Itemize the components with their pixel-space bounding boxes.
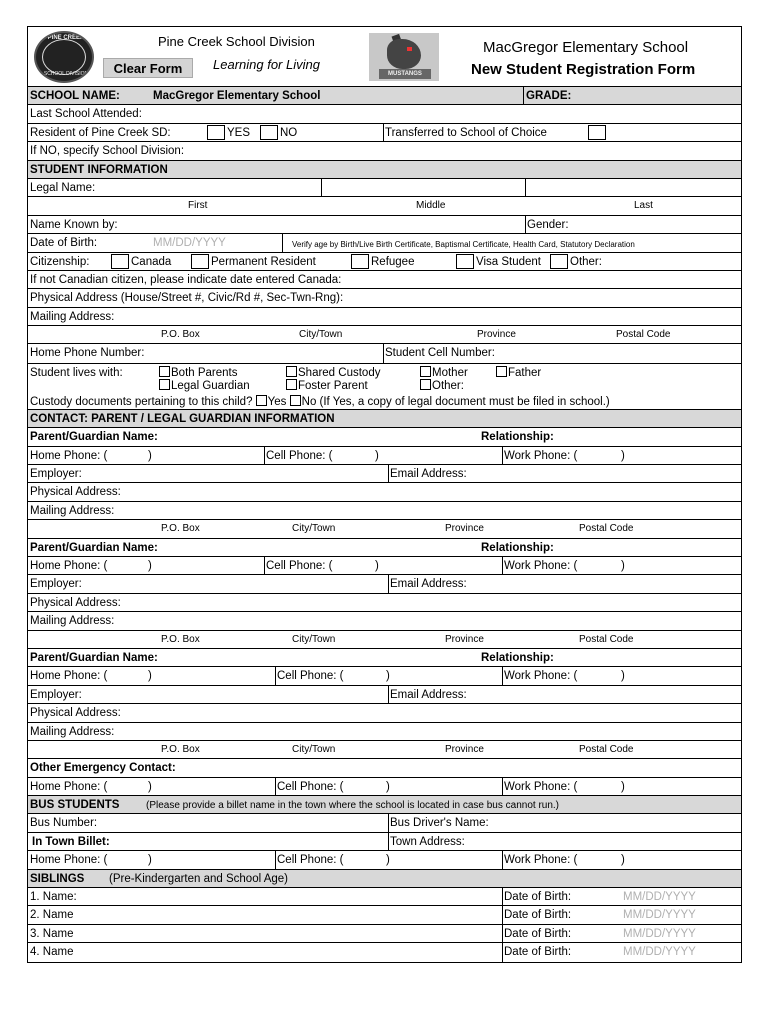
billet-work-phone: Work Phone: ( (504, 854, 578, 867)
sibling-name-label: 1. Name: (30, 891, 77, 904)
custody-question (30, 395, 610, 409)
verify-age-note: Verify age by Birth/Live Birth Certificate, Baptismal Certificate, Health Card, Statutory Declaration (292, 240, 635, 250)
canada-label: Canada (131, 255, 172, 268)
logo-subtext: SCHOOL DIVISION (43, 71, 89, 77)
student-section-header (28, 161, 741, 179)
town-address-label: Town Address: (390, 835, 465, 848)
sibling-dob-input[interactable]: MM/DD/YYYY (623, 927, 696, 940)
grade-label: GRADE: (526, 90, 572, 102)
physical-address-row[interactable] (28, 289, 741, 307)
known-by-row (28, 216, 741, 234)
legal-guardian-label: Legal Guardian (171, 379, 250, 392)
other-citizen-label: Other: (570, 255, 602, 268)
guardian2-physical-label: Physical Address: (30, 596, 121, 609)
father-checkbox[interactable] (496, 366, 507, 377)
guardian1-mailing-row[interactable] (28, 502, 741, 520)
custody-yes-label: Yes (267, 395, 287, 408)
sibling-dob-label: Date of Birth: (504, 891, 572, 904)
city-caption: City/Town (299, 329, 343, 341)
middle-name-caption: Middle (416, 200, 446, 212)
guardian3-email-label: Email Address: (390, 688, 467, 701)
transferred-label: Transferred to School of Choice (385, 126, 547, 139)
guardian2-phone-row (28, 557, 741, 575)
custody-label: Custody documents pertaining to this child? (30, 395, 253, 408)
postal-caption: Postal Code (579, 523, 634, 535)
last-school-row[interactable] (28, 105, 741, 123)
siblings-section-title: SIBLINGS (30, 872, 85, 885)
mailing-address-label: Mailing Address: (30, 310, 115, 323)
sibling-dob-label: Date of Birth: (504, 927, 572, 940)
school-title: MacGregor Elementary School (483, 39, 689, 56)
emergency-work-phone: Work Phone: ( (504, 780, 578, 793)
city-caption: City/Town (292, 743, 336, 755)
guardian2-work-phone: Work Phone: ( (504, 559, 578, 572)
refugee-checkbox[interactable] (351, 254, 369, 269)
paren: ) (386, 780, 390, 793)
citizenship-row (28, 253, 741, 271)
paren: ) (621, 559, 625, 572)
emergency-phone-row (28, 778, 741, 796)
sibling-row (28, 925, 741, 943)
paren: ) (621, 449, 625, 462)
guardian1-phone-row (28, 447, 741, 465)
guardian2-cell-phone: Cell Phone: ( (266, 559, 333, 572)
sibling-dob-input[interactable]: MM/DD/YYYY (623, 909, 696, 922)
guardian1-home-phone: Home Phone: ( (30, 449, 108, 462)
father-label: Father (508, 366, 542, 379)
if-no-row[interactable] (28, 142, 741, 160)
school-name-label: SCHOOL NAME: (30, 90, 120, 102)
po-box-caption: P.O. Box (161, 523, 200, 535)
visa-label: Visa Student (476, 255, 542, 268)
contact-section-header (28, 410, 741, 428)
guardian2-name-row (28, 539, 741, 557)
guardian1-physical-label: Physical Address: (30, 486, 121, 499)
guardian3-relationship-label: Relationship: (481, 651, 554, 664)
paren: ) (386, 670, 390, 683)
guardian3-cell-phone: Cell Phone: ( (277, 670, 344, 683)
paren: ) (375, 449, 379, 462)
bus-note: (Please provide a billet name in the town where the school is located in case bus cannot run.) (146, 800, 560, 812)
canada-checkbox[interactable] (111, 254, 129, 269)
emergency-row (28, 759, 741, 777)
custody-yes-checkbox[interactable] (256, 395, 267, 406)
guardian3-name-row (28, 649, 741, 667)
paren: ) (148, 449, 152, 462)
school-name-row (28, 87, 741, 105)
sibling-row (28, 943, 741, 961)
permanent-checkbox[interactable] (191, 254, 209, 269)
bus-driver-label: Bus Driver's Name: (390, 817, 489, 830)
other-lives-label: Other: (432, 379, 464, 392)
form-title: New Student Registration Form (471, 61, 696, 78)
sibling-row (28, 906, 741, 924)
guardian1-mailing-label: Mailing Address: (30, 504, 115, 517)
first-name-caption: First (188, 200, 208, 212)
mailing-address-row[interactable] (28, 308, 741, 326)
po-box-caption: P.O. Box (161, 633, 200, 645)
guardian2-physical-row[interactable] (28, 594, 741, 612)
city-caption: City/Town (292, 633, 336, 645)
postal-caption: Postal Code (616, 329, 671, 341)
legal-guardian-option[interactable] (159, 379, 250, 393)
home-phone-label: Home Phone Number: (30, 347, 145, 360)
billet-phone-row (28, 851, 741, 869)
lives-with-label: Student lives with: (30, 366, 123, 379)
lives-with-row (28, 363, 741, 410)
siblings-note: (Pre-Kindergarten and School Age) (109, 872, 288, 885)
guardian2-mailing-parts (28, 631, 741, 649)
custody-no-label: No (If Yes, a copy of legal document must be filed in school.) (301, 395, 610, 408)
guardian1-mailing-parts (28, 520, 741, 538)
shared-custody-label: Shared Custody (298, 366, 381, 379)
mother-label: Mother (432, 366, 468, 379)
guardian1-cell-phone: Cell Phone: ( (266, 449, 333, 462)
billet-row (28, 833, 741, 851)
guardian3-mailing-label: Mailing Address: (30, 725, 115, 738)
legal-name-row (28, 179, 741, 197)
refugee-label: Refugee (371, 255, 415, 268)
sibling-dob-label: Date of Birth: (504, 909, 572, 922)
guardian3-work-phone: Work Phone: ( (504, 670, 578, 683)
paren: ) (621, 854, 625, 867)
paren: ) (148, 670, 152, 683)
emergency-cell-phone: Cell Phone: ( (277, 780, 344, 793)
legal-guardian-checkbox[interactable] (159, 379, 170, 390)
known-by-label: Name Known by: (30, 218, 118, 231)
both-parents-option[interactable] (159, 366, 237, 380)
po-box-caption: P.O. Box (161, 329, 200, 341)
guardian1-relationship-label: Relationship: (481, 431, 554, 444)
dob-input[interactable]: MM/DD/YYYY (153, 237, 226, 250)
phone-row (28, 344, 741, 362)
registration-form (27, 86, 742, 963)
bus-section-title: BUS STUDENTS (30, 799, 120, 812)
guardian2-email-label: Email Address: (390, 578, 467, 591)
guardian3-name-label: Parent/Guardian Name: (30, 651, 158, 664)
paren: ) (621, 670, 625, 683)
guardian1-physical-row[interactable] (28, 483, 741, 501)
legal-name-label: Legal Name: (30, 181, 96, 194)
other-lives-checkbox[interactable] (420, 379, 431, 390)
sibling-dob-input[interactable]: MM/DD/YYYY (623, 946, 696, 959)
guardian2-name-label: Parent/Guardian Name: (30, 541, 158, 554)
province-caption: Province (445, 523, 484, 535)
postal-caption: Postal Code (579, 743, 634, 755)
dob-row (28, 234, 741, 252)
both-parents-checkbox[interactable] (159, 366, 170, 377)
division-motto: Learning for Living (213, 57, 320, 72)
sibling-name-label: 4. Name (30, 946, 74, 959)
both-parents-label: Both Parents (171, 366, 238, 379)
paren: ) (386, 854, 390, 867)
mascot-banner: MUSTANGS (379, 69, 431, 79)
emergency-home-phone: Home Phone: ( (30, 780, 108, 793)
guardian2-mailing-row[interactable] (28, 612, 741, 630)
last-name-caption: Last (634, 200, 653, 212)
guardian3-mailing-row[interactable] (28, 723, 741, 741)
resident-label: Resident of Pine Creek SD: (30, 126, 171, 139)
citizenship-label: Citizenship: (30, 255, 90, 268)
mother-option[interactable] (420, 366, 468, 380)
last-school-label: Last School Attended: (30, 108, 142, 121)
father-option[interactable] (496, 366, 541, 380)
paren: ) (148, 854, 152, 867)
student-section-title: STUDENT INFORMATION (30, 163, 168, 176)
division-name: Pine Creek School Division (158, 34, 315, 49)
paren: ) (375, 559, 379, 572)
legal-name-parts-row (28, 197, 741, 215)
sibling-name-label: 2. Name (30, 909, 74, 922)
guardian2-employer-label: Employer: (30, 578, 82, 591)
paren: ) (148, 559, 152, 572)
student-cell-label: Student Cell Number: (385, 347, 495, 360)
foster-label: Foster Parent (298, 379, 368, 392)
po-box-caption: P.O. Box (161, 743, 200, 755)
mustang-mascot-logo (369, 33, 439, 81)
guardian1-employer-label: Employer: (30, 468, 82, 481)
custody-no-checkbox[interactable] (290, 395, 301, 406)
visa-checkbox[interactable] (456, 254, 474, 269)
billet-label: In Town Billet: (32, 835, 110, 848)
emergency-label: Other Emergency Contact: (30, 762, 176, 775)
guardian3-phone-row (28, 667, 741, 685)
mother-checkbox[interactable] (420, 366, 431, 377)
school-name-value: MacGregor Elementary School (153, 90, 321, 102)
other-citizen-checkbox[interactable] (550, 254, 568, 269)
sibling-name-label: 3. Name (30, 927, 74, 940)
guardian3-physical-row[interactable] (28, 704, 741, 722)
guardian1-name-label: Parent/Guardian Name: (30, 431, 158, 444)
billet-cell-phone: Cell Phone: ( (277, 854, 344, 867)
if-no-label: If NO, specify School Division: (30, 145, 185, 158)
bus-number-row (28, 814, 741, 832)
postal-caption: Postal Code (579, 633, 634, 645)
mailing-parts-row (28, 326, 741, 344)
shared-custody-checkbox[interactable] (286, 366, 297, 377)
paren: ) (621, 780, 625, 793)
bus-number-label: Bus Number: (30, 817, 98, 830)
permanent-label: Permanent Resident (211, 255, 316, 268)
bus-section-header (28, 796, 741, 814)
guardian3-employer-row (28, 686, 741, 704)
sibling-row (28, 888, 741, 906)
city-caption: City/Town (292, 523, 336, 535)
division-logo (34, 31, 94, 83)
province-caption: Province (445, 743, 484, 755)
sibling-dob-label: Date of Birth: (504, 946, 572, 959)
resident-no-label: NO (280, 126, 298, 139)
transferred-checkbox[interactable] (588, 125, 606, 140)
guardian3-mailing-parts (28, 741, 741, 759)
billet-home-phone: Home Phone: ( (30, 854, 108, 867)
gender-label: Gender: (527, 218, 569, 231)
province-caption: Province (477, 329, 516, 341)
foster-checkbox[interactable] (286, 379, 297, 390)
logo-text: PINE CREEK (47, 35, 85, 41)
guardian3-physical-label: Physical Address: (30, 707, 121, 720)
guardian1-name-row (28, 428, 741, 446)
guardian1-email-label: Email Address: (390, 468, 467, 481)
province-caption: Province (445, 633, 484, 645)
other-lives-option[interactable] (420, 379, 464, 393)
resident-row (28, 124, 741, 142)
foster-option[interactable] (286, 379, 368, 393)
form-header (27, 26, 742, 86)
guardian3-home-phone: Home Phone: ( (30, 670, 108, 683)
guardian2-mailing-label: Mailing Address: (30, 615, 115, 628)
guardian3-employer-label: Employer: (30, 688, 82, 701)
shared-custody-option[interactable] (286, 366, 380, 380)
guardian1-work-phone: Work Phone: ( (504, 449, 578, 462)
not-canadian-label: If not Canadian citizen, please indicate date entered Canada: (30, 273, 342, 286)
dob-label: Date of Birth: (30, 237, 98, 250)
not-canadian-row[interactable] (28, 271, 741, 289)
contact-section-title: CONTACT: PARENT / LEGAL GUARDIAN INFORMATION (30, 412, 335, 425)
siblings-section-header (28, 870, 741, 888)
resident-yes-checkbox[interactable] (207, 125, 225, 140)
paren: ) (148, 780, 152, 793)
physical-address-label: Physical Address (House/Street #, Civic/Rd #, Sec-Twn-Rng): (30, 292, 344, 305)
sibling-dob-input[interactable]: MM/DD/YYYY (623, 891, 696, 904)
guardian2-relationship-label: Relationship: (481, 541, 554, 554)
resident-yes-label: YES (227, 126, 251, 139)
guardian2-home-phone: Home Phone: ( (30, 559, 108, 572)
resident-no-checkbox[interactable] (260, 125, 278, 140)
guardian1-employer-row (28, 465, 741, 483)
clear-form-button[interactable]: Clear Form (103, 58, 193, 78)
guardian2-employer-row (28, 575, 741, 593)
